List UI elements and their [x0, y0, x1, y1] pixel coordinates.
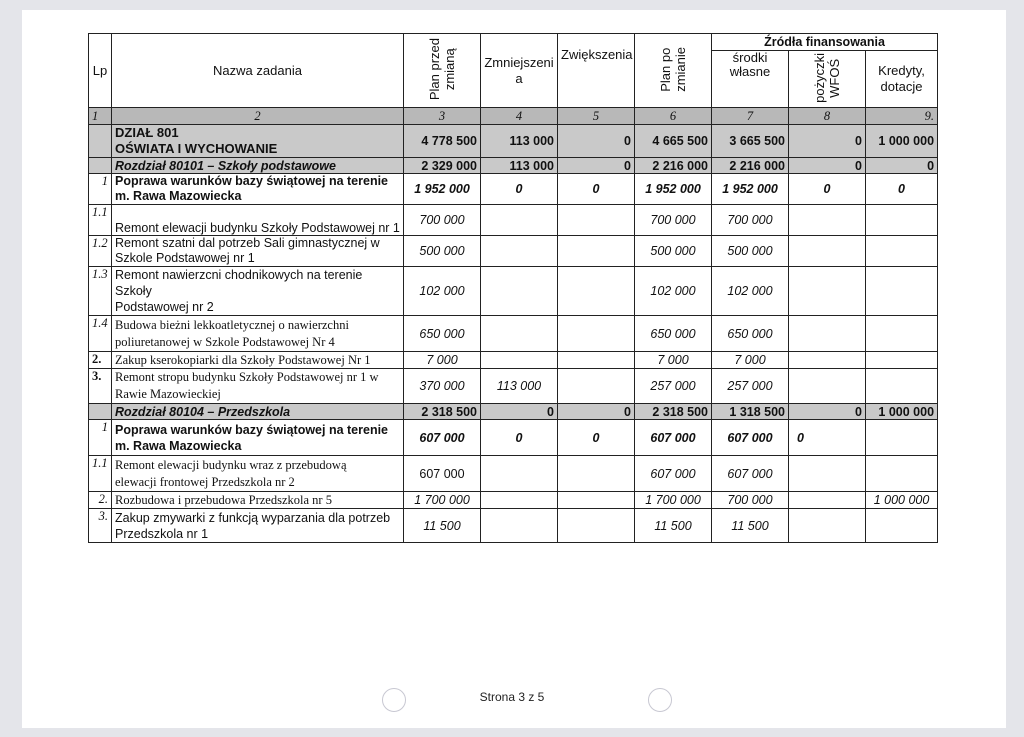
cell-zmn: [481, 267, 558, 316]
cell-sw: 257 000: [712, 369, 789, 404]
cell-przed: 102 000: [404, 267, 481, 316]
cell-lp: [89, 404, 112, 420]
header-kredyty: Kredyty, dotacje: [866, 51, 938, 108]
cell-zmn: 0: [481, 420, 558, 456]
cell-poz: [789, 369, 866, 404]
header-zmniejszenia: Zmniejszeni a: [481, 34, 558, 108]
colnum: 8: [789, 108, 866, 125]
cell-zmn: 0: [481, 404, 558, 420]
header-lp: Lp: [89, 34, 112, 108]
colnum: 6: [635, 108, 712, 125]
table-row: [89, 420, 938, 456]
cell-poz: 0: [789, 125, 866, 158]
cell-sw: 3 665 500: [712, 125, 789, 158]
header-zwiekszenia: Zwiększenia: [558, 34, 635, 108]
colnum: 5: [558, 108, 635, 125]
cell-przed: 607 000: [404, 420, 481, 456]
cell-sw: 700 000: [712, 492, 789, 509]
cell-name: Rozdział 80104 – Przedszkola: [112, 404, 404, 420]
cell-lp: 1.1: [89, 456, 112, 492]
cell-zw: 0: [558, 174, 635, 205]
colnum: 3: [404, 108, 481, 125]
table-row: [89, 236, 938, 267]
cell-zmn: [481, 456, 558, 492]
cell-zw: 0: [558, 420, 635, 456]
cell-sw: 11 500: [712, 509, 789, 543]
cell-przed: 1 700 000: [404, 492, 481, 509]
table-row: [89, 267, 938, 316]
cell-kr: [866, 509, 938, 543]
cell-name: Remont nawierzcni chodnikowych na terenie Szkoły Podstawowej nr 2: [112, 267, 404, 316]
table-row-rozdzial-80104: [89, 404, 938, 420]
colnum: 7: [712, 108, 789, 125]
cell-zmn: [481, 352, 558, 369]
cell-poz: 0: [789, 404, 866, 420]
cell-po: 607 000: [635, 420, 712, 456]
table-row: [89, 352, 938, 369]
pozyczki-label: pożyczki WFOŚ: [812, 52, 842, 103]
cell-kr: [866, 316, 938, 352]
header-zrodla: Źródła finansowania: [712, 34, 938, 51]
cell-po: 11 500: [635, 509, 712, 543]
cell-przed: 607 000: [404, 456, 481, 492]
cell-name: Poprawa warunków bazy świątowej na terenie m. Rawa Mazowiecka: [112, 174, 404, 205]
table-row: [89, 205, 938, 236]
cell-lp: 3.: [89, 369, 112, 404]
cell-lp: 1.1: [89, 205, 112, 236]
cell-poz: [789, 236, 866, 267]
cell-kr: [866, 420, 938, 456]
cell-sw: 500 000: [712, 236, 789, 267]
cell-przed: 2 318 500: [404, 404, 481, 420]
table-row: [89, 492, 938, 509]
colnum: 9.: [866, 108, 938, 125]
cell-po: 1 700 000: [635, 492, 712, 509]
cell-name: Remont elewacji budynku Szkoły Podstawowej nr 1: [112, 205, 404, 236]
cell-poz: [789, 509, 866, 543]
cell-przed: 1 952 000: [404, 174, 481, 205]
cell-sw: 102 000: [712, 267, 789, 316]
cell-kr: 1 000 000: [866, 125, 938, 158]
cell-poz: [789, 456, 866, 492]
page-number: Strona 3 z 5: [479, 690, 545, 704]
cell-przed: 11 500: [404, 509, 481, 543]
cell-sw: 1 952 000: [712, 174, 789, 205]
cell-lp: 2.: [89, 352, 112, 369]
budget-table: [88, 33, 938, 543]
cell-sw: 607 000: [712, 420, 789, 456]
cell-lp: 1.3: [89, 267, 112, 316]
cell-zw: [558, 205, 635, 236]
cell-zmn: 113 000: [481, 158, 558, 174]
cell-lp: 3.: [89, 509, 112, 543]
cell-poz: [789, 492, 866, 509]
cell-poz: [789, 267, 866, 316]
cell-lp: [89, 125, 112, 158]
cell-przed: 370 000: [404, 369, 481, 404]
cell-name: Remont stropu budynku Szkoły Podstawowej nr 1 w Rawie Mazowieckiej: [112, 369, 404, 404]
cell-poz: [789, 205, 866, 236]
cell-kr: [866, 369, 938, 404]
cell-poz: 0: [789, 158, 866, 174]
cell-kr: 0: [866, 158, 938, 174]
cell-zmn: 113 000: [481, 369, 558, 404]
cell-sw: 607 000: [712, 456, 789, 492]
cell-kr: [866, 352, 938, 369]
cell-name: Rozbudowa i przebudowa Przedszkola nr 5: [112, 492, 404, 509]
header-plan-przed: [404, 34, 481, 108]
cell-przed: 4 778 500: [404, 125, 481, 158]
cell-zw: [558, 236, 635, 267]
cell-name: DZIAŁ 801 OŚWIATA I WYCHOWANIE: [112, 125, 404, 158]
cell-poz: [789, 352, 866, 369]
table-row: [89, 316, 938, 352]
cell-sw: 650 000: [712, 316, 789, 352]
cell-zmn: [481, 205, 558, 236]
cell-lp: 1: [89, 174, 112, 205]
cell-poz: [789, 316, 866, 352]
cell-zw: [558, 456, 635, 492]
cell-po: 700 000: [635, 205, 712, 236]
header-row-top: [89, 34, 938, 51]
table-row: [89, 456, 938, 492]
column-numbers-row: [89, 108, 938, 125]
cell-zmn: 113 000: [481, 125, 558, 158]
cell-po: 4 665 500: [635, 125, 712, 158]
cell-kr: [866, 267, 938, 316]
colnum: 1: [89, 108, 112, 125]
cell-przed: 650 000: [404, 316, 481, 352]
cell-name: Zakup zmywarki z funkcją wyparzania dla potrzeb Przedszkola nr 1: [112, 509, 404, 543]
table-row: [89, 174, 938, 205]
cell-zw: [558, 316, 635, 352]
cell-zmn: [481, 236, 558, 267]
cell-po: 650 000: [635, 316, 712, 352]
cell-po: 257 000: [635, 369, 712, 404]
cell-name: Rozdział 80101 – Szkoły podstawowe: [112, 158, 404, 174]
cell-kr: 1 000 000: [866, 492, 938, 509]
cell-name: Poprawa warunków bazy świątowej na terenie m. Rawa Mazowiecka: [112, 420, 404, 456]
colnum: 2: [112, 108, 404, 125]
cell-lp: 1: [89, 420, 112, 456]
cell-przed: 2 329 000: [404, 158, 481, 174]
header-nazwa: Nazwa zadania: [112, 34, 404, 108]
cell-po: 1 952 000: [635, 174, 712, 205]
cell-zw: 0: [558, 158, 635, 174]
table-row: [89, 509, 938, 543]
cell-po: 2 318 500: [635, 404, 712, 420]
cell-poz: 0: [789, 420, 866, 456]
cell-name: Remont elewacji budynku wraz z przebudową elewacji frontowej Przedszkola nr 2: [112, 456, 404, 492]
table-row: [89, 369, 938, 404]
cell-po: 102 000: [635, 267, 712, 316]
table-row-rozdzial-80101: [89, 158, 938, 174]
cell-lp: [89, 158, 112, 174]
cell-kr: [866, 236, 938, 267]
cell-kr: [866, 456, 938, 492]
cell-lp: 1.2: [89, 236, 112, 267]
cell-kr: 1 000 000: [866, 404, 938, 420]
plan-przed-label: Plan przed zmianą: [427, 37, 457, 101]
cell-zmn: [481, 492, 558, 509]
cell-name: Zakup kserokopiarki dla Szkoły Podstawowej Nr 1: [112, 352, 404, 369]
cell-przed: 700 000: [404, 205, 481, 236]
cell-name: Budowa bieżni lekkoatletycznej o nawierzchni poliuretanowej w Szkole Podstawowej Nr 4: [112, 316, 404, 352]
cell-zmn: 0: [481, 174, 558, 205]
header-plan-po: [635, 34, 712, 108]
header-pozyczki: [789, 51, 866, 108]
cell-sw: 1 318 500: [712, 404, 789, 420]
cell-lp: 2.: [89, 492, 112, 509]
cell-po: 2 216 000: [635, 158, 712, 174]
cell-zw: 0: [558, 125, 635, 158]
cell-name: Remont szatni dal potrzeb Sali gimnastycznej w Szkole Podstawowej nr 1: [112, 236, 404, 267]
cell-zw: [558, 509, 635, 543]
cell-po: 500 000: [635, 236, 712, 267]
header-srodki: środki własne: [712, 51, 789, 108]
cell-kr: [866, 205, 938, 236]
cell-po: 7 000: [635, 352, 712, 369]
cell-zmn: [481, 316, 558, 352]
cell-przed: 7 000: [404, 352, 481, 369]
cell-zw: 0: [558, 404, 635, 420]
table-row-dzial: [89, 125, 938, 158]
cell-lp: 1.4: [89, 316, 112, 352]
colnum: 4: [481, 108, 558, 125]
cell-po: 607 000: [635, 456, 712, 492]
cell-zmn: [481, 509, 558, 543]
cell-sw: 7 000: [712, 352, 789, 369]
cell-przed: 500 000: [404, 236, 481, 267]
cell-sw: 700 000: [712, 205, 789, 236]
cell-zw: [558, 492, 635, 509]
cell-zw: [558, 267, 635, 316]
cell-kr: 0: [866, 174, 938, 205]
plan-po-label: Plan po zmianie: [658, 46, 688, 92]
cell-sw: 2 216 000: [712, 158, 789, 174]
cell-poz: 0: [789, 174, 866, 205]
cell-zw: [558, 352, 635, 369]
cell-zw: [558, 369, 635, 404]
